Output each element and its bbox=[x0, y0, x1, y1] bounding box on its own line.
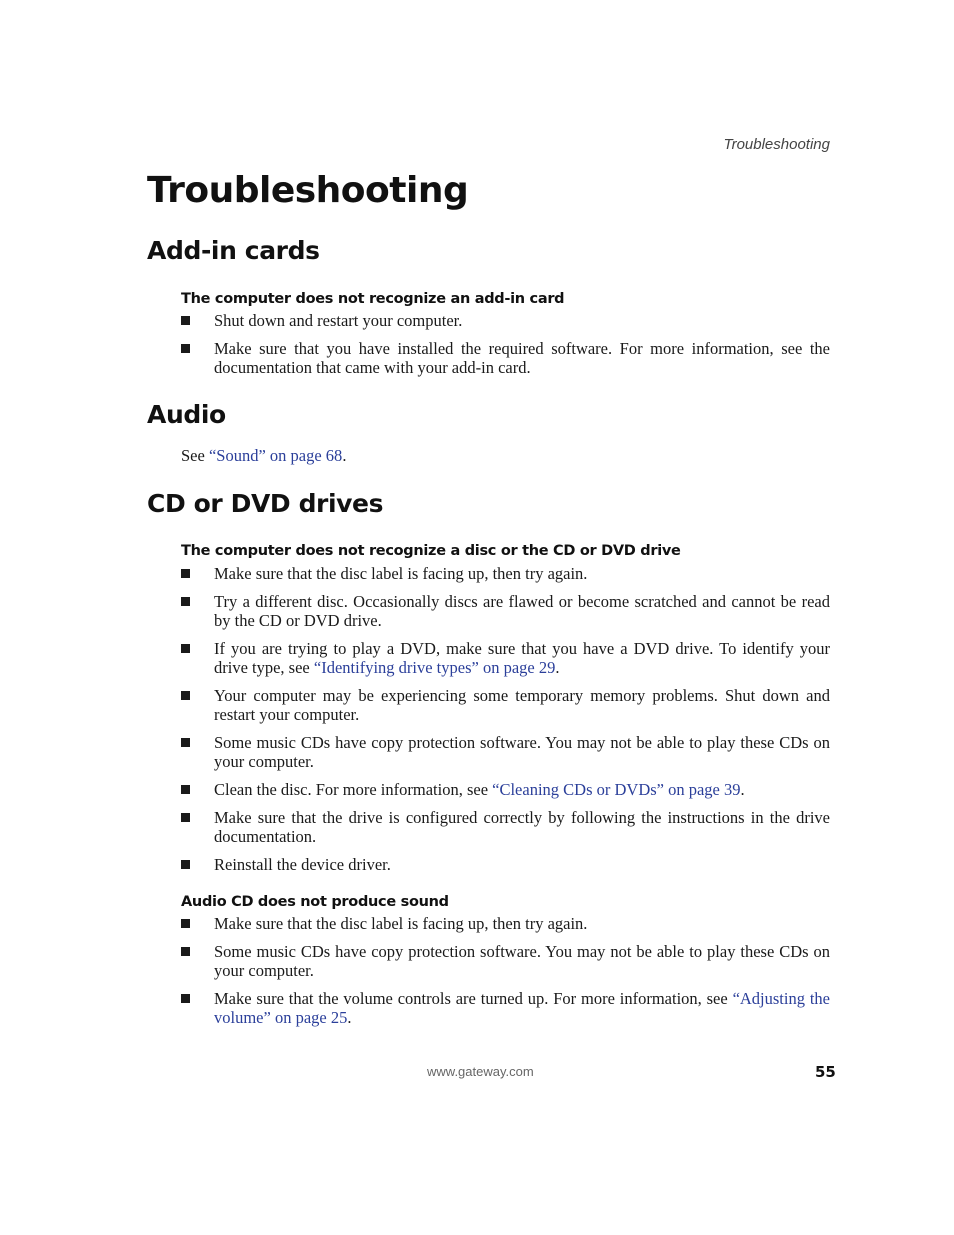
bullet-icon bbox=[181, 919, 190, 928]
bullet-icon bbox=[181, 644, 190, 653]
list-item bbox=[181, 339, 830, 377]
list-item bbox=[181, 808, 830, 846]
list-item-suffix: . bbox=[740, 780, 745, 799]
list-item bbox=[181, 592, 830, 630]
adjusting-volume-link[interactable]: “Adjusting the volume” on page 25 bbox=[214, 989, 830, 1027]
footer-url: www.gateway.com bbox=[427, 1064, 534, 1079]
bullet-icon bbox=[181, 597, 190, 606]
bullet-icon bbox=[181, 785, 190, 794]
addin-list bbox=[181, 311, 830, 386]
subheading-audio-cd-no-sound: Audio CD does not produce sound bbox=[181, 894, 449, 910]
bullet-icon bbox=[181, 569, 190, 578]
list-item bbox=[181, 311, 830, 330]
bullet-icon bbox=[181, 860, 190, 869]
list-item bbox=[181, 639, 830, 677]
bullet-icon bbox=[181, 994, 190, 1003]
list-item-text: Some music CDs have copy protection software. You may not be able to play these CDs on your computer. bbox=[214, 942, 830, 980]
bullet-icon bbox=[181, 738, 190, 747]
bullet-icon bbox=[181, 813, 190, 822]
list-item-text: Make sure that the disc label is facing up, then try again. bbox=[214, 914, 588, 933]
list-item-text: Make sure that the volume controls are turned up. For more information, see bbox=[214, 989, 733, 1008]
identifying-drive-types-link[interactable]: “Identifying drive types” on page 29 bbox=[313, 658, 556, 677]
list-item bbox=[181, 942, 830, 980]
see-prefix: See bbox=[181, 446, 209, 465]
subheading-addin-not-recognized: The computer does not recognize an add-in card bbox=[181, 291, 565, 307]
page-title: Troubleshooting bbox=[147, 170, 469, 211]
audio-see-reference bbox=[181, 446, 346, 466]
sound-link[interactable]: “Sound” on page 68 bbox=[208, 446, 343, 465]
list-item bbox=[181, 780, 830, 799]
list-item-text: Shut down and restart your computer. bbox=[214, 311, 463, 330]
page-number: 55 bbox=[815, 1063, 836, 1081]
list-item-text: Make sure that the disc label is facing up, then try again. bbox=[214, 564, 588, 583]
audio-cd-list bbox=[181, 914, 830, 1036]
list-item-text: Try a different disc. Occasionally discs are flawed or become scratched and cannot be read by the CD or DVD drive. bbox=[214, 592, 830, 630]
list-item bbox=[181, 686, 830, 724]
see-suffix: . bbox=[342, 446, 347, 465]
list-item bbox=[181, 914, 830, 933]
list-item-text: Clean the disc. For more information, see bbox=[214, 780, 493, 799]
running-header: Troubleshooting bbox=[723, 136, 830, 153]
list-item bbox=[181, 855, 830, 874]
section-heading-cd-dvd-drives: CD or DVD drives bbox=[147, 489, 384, 518]
bullet-icon bbox=[181, 691, 190, 700]
cd-dvd-list bbox=[181, 564, 830, 883]
list-item bbox=[181, 564, 830, 583]
list-item-suffix: . bbox=[555, 658, 560, 677]
bullet-icon bbox=[181, 344, 190, 353]
list-item-text: If you are trying to play a DVD, make sure that you have a DVD drive. To identify your drive type, see bbox=[214, 639, 830, 677]
section-heading-audio: Audio bbox=[147, 400, 226, 429]
list-item-suffix: . bbox=[347, 1008, 352, 1027]
cleaning-cds-link[interactable]: “Cleaning CDs or DVDs” on page 39 bbox=[492, 780, 741, 799]
section-heading-addin-cards: Add-in cards bbox=[147, 236, 320, 265]
list-item-text: Some music CDs have copy protection software. You may not be able to play these CDs on your computer. bbox=[214, 733, 830, 771]
list-item-text: Make sure that the drive is configured correctly by following the instructions in the drive documentation. bbox=[214, 808, 830, 846]
list-item bbox=[181, 733, 830, 771]
bullet-icon bbox=[181, 316, 190, 325]
list-item bbox=[181, 989, 830, 1027]
list-item-text: Reinstall the device driver. bbox=[214, 855, 391, 874]
subheading-disc-not-recognized: The computer does not recognize a disc or the CD or DVD drive bbox=[181, 543, 681, 559]
bullet-icon bbox=[181, 947, 190, 956]
list-item-text: Make sure that you have installed the required software. For more information, see the documentation that came with your add-in card. bbox=[214, 339, 830, 377]
list-item-text: Your computer may be experiencing some temporary memory problems. Shut down and restart your computer. bbox=[214, 686, 830, 724]
